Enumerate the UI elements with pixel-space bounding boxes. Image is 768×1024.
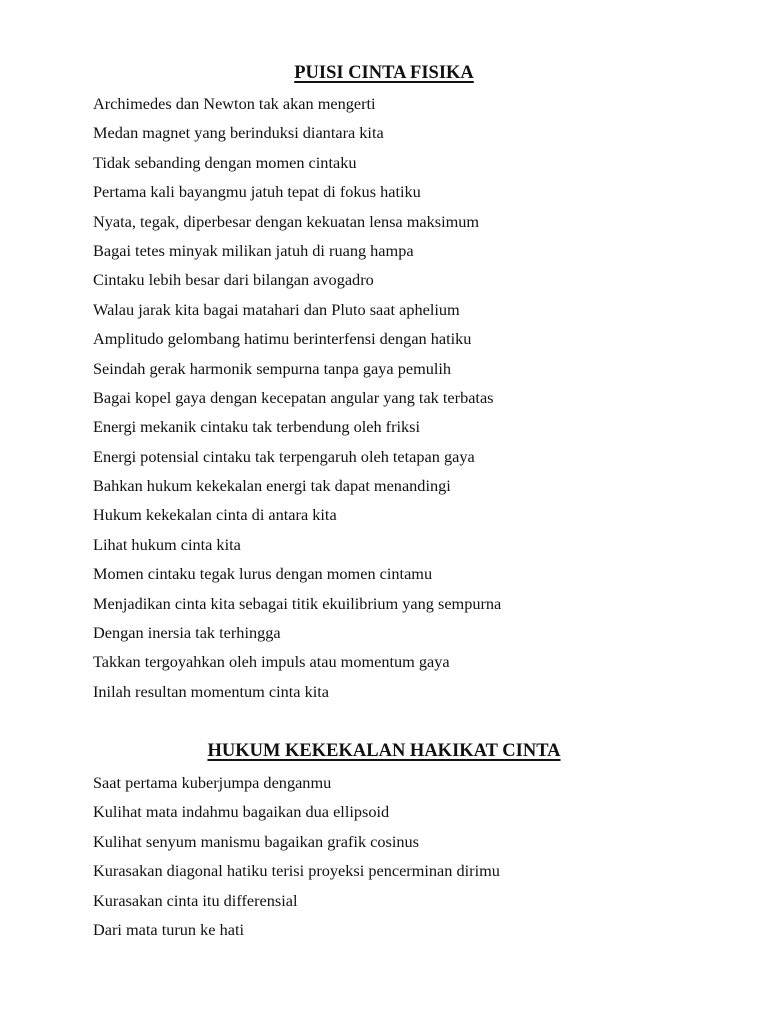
poem-body	[93, 93, 501, 710]
poem-line: Kurasakan cinta itu differensial	[93, 890, 298, 910]
poem-line: Dengan inersia tak terhingga	[93, 623, 281, 643]
poem-line: Kurasakan diagonal hatiku terisi proyeksi pencerminan dirimu	[93, 861, 500, 881]
poem-line: Walau jarak kita bagai matahari dan Pluto saat aphelium	[93, 299, 460, 319]
poem-line: Dari mata turun ke hati	[93, 919, 244, 939]
poem-body	[93, 772, 500, 948]
poem-line: Inilah resultan momentum cinta kita	[93, 681, 330, 701]
poem-line: Tidak sebanding dengan momen cintaku	[93, 152, 357, 172]
poem-line: Energi potensial cintaku tak terpengaruh oleh tetapan gaya	[93, 446, 475, 466]
poem-line: Bagai kopel gaya dengan kecepatan angular yang tak terbatas	[93, 387, 494, 407]
poem-line: Saat pertama kuberjumpa denganmu	[93, 773, 332, 792]
poem-line: Momen cintaku tegak lurus dengan momen cintamu	[93, 564, 433, 584]
poem-line: Takkan tergoyahkan oleh impuls atau momentum gaya	[93, 652, 450, 672]
poem-title: PUISI CINTA FISIKA	[294, 63, 474, 83]
poem-line: Kulihat mata indahmu bagaikan dua ellipsoid	[93, 802, 390, 822]
poem-line: Menjadikan cinta kita sebagai titik ekuilibrium yang sempurna	[93, 593, 502, 613]
poem-line: Kulihat senyum manismu bagaikan grafik cosinus	[93, 831, 420, 851]
poem-line: Hukum kekekalan cinta di antara kita	[93, 505, 337, 525]
poem-line: Cintaku lebih besar dari bilangan avogadro	[93, 270, 374, 290]
poem-line: Energi mekanik cintaku tak terbendung oleh friksi	[93, 417, 421, 437]
poem-title: HUKUM KEKEKALAN HAKIKAT CINTA	[207, 741, 561, 761]
poem-line: Pertama kali bayangmu jatuh tepat di fokus hatiku	[93, 182, 421, 202]
poem-line: Nyata, tegak, diperbesar dengan kekuatan lensa maksimum	[93, 211, 480, 231]
poem-line: Medan magnet yang berinduksi diantara kita	[93, 123, 384, 143]
poem-line: Archimedes dan Newton tak akan mengerti	[93, 94, 376, 113]
poem-line: Bagai tetes minyak milikan jatuh di ruang hampa	[93, 240, 414, 260]
poem-line: Bahkan hukum kekekalan energi tak dapat menandingi	[93, 476, 451, 496]
poem-line: Amplitudo gelombang hatimu berinterfensi dengan hatiku	[93, 329, 472, 349]
poem-line: Seindah gerak harmonik sempurna tanpa gaya pemulih	[93, 358, 452, 378]
poem-line: Lihat hukum cinta kita	[93, 534, 241, 554]
